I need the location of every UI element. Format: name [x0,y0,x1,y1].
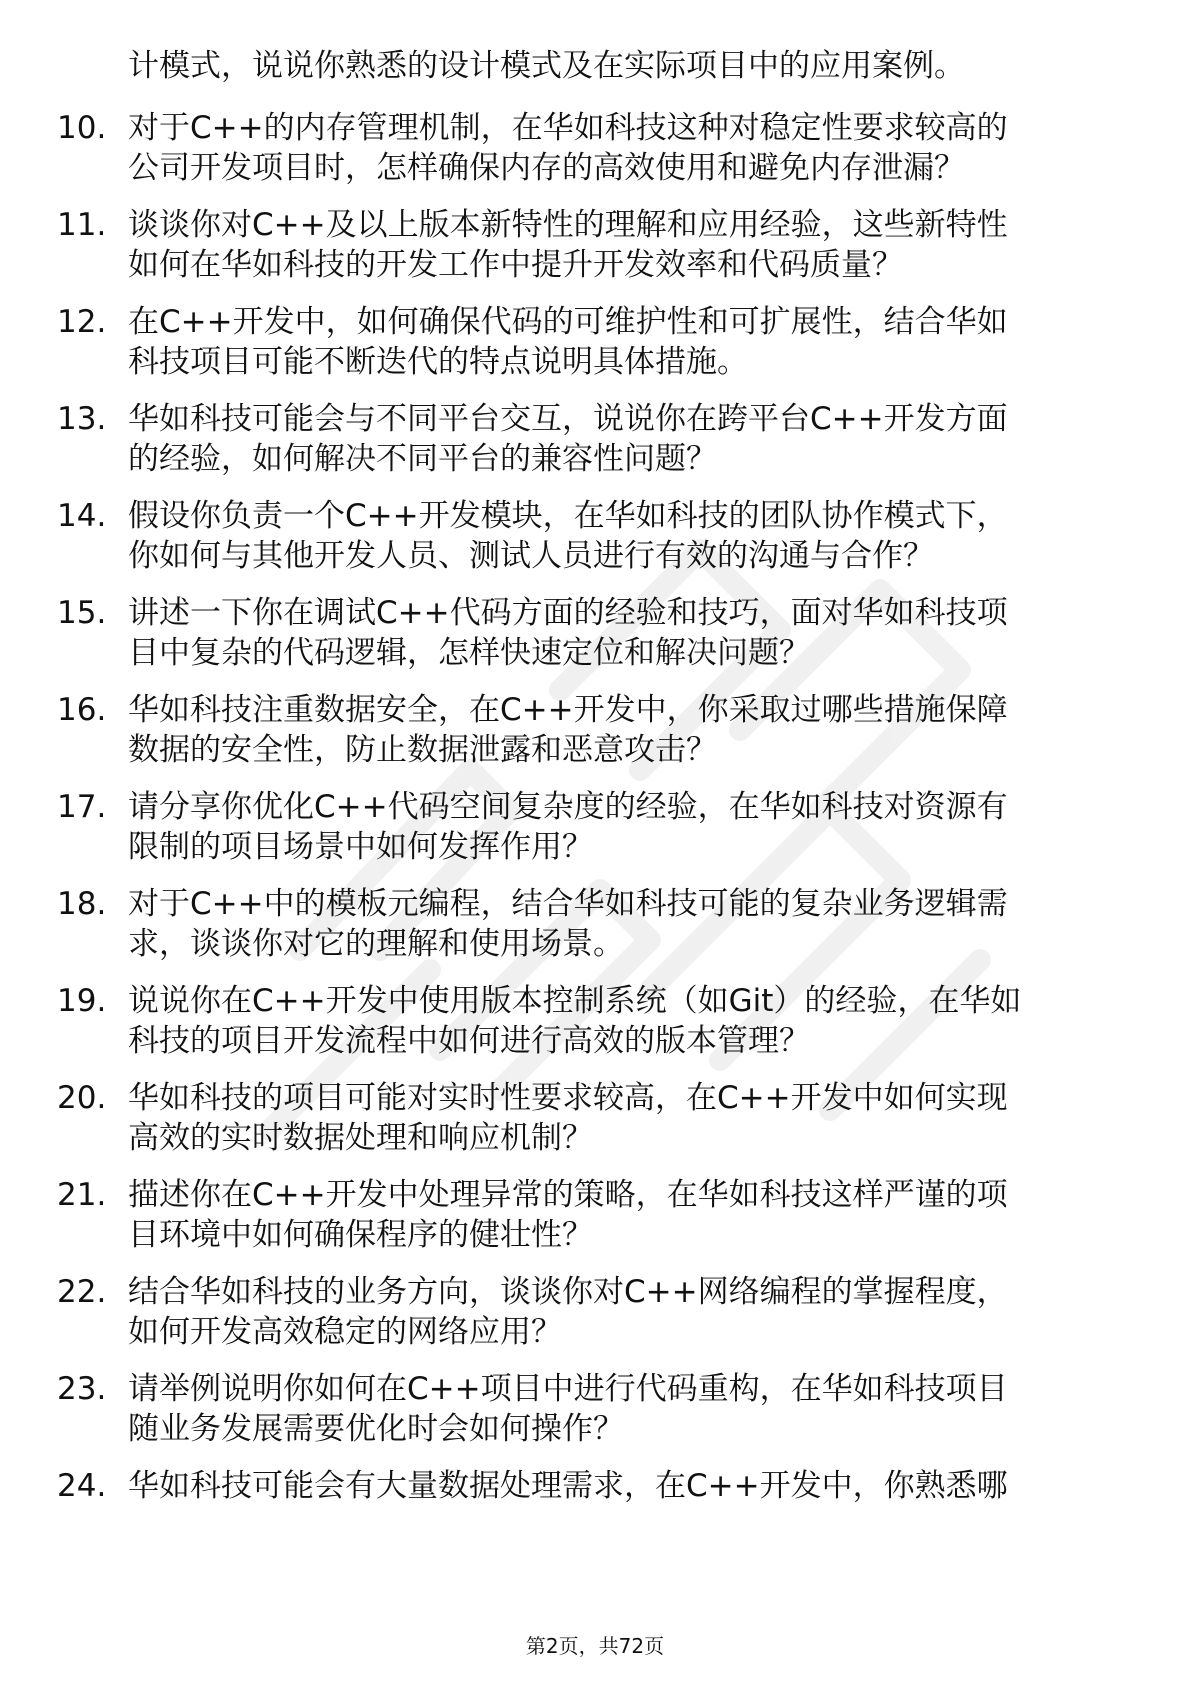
question-text-line: 的经验，如何解决不同平台的兼容性问题？ [128,441,717,477]
question-text-line: 随业务发展需要优化时会如何操作？ [128,1411,624,1447]
question-list [0,108,1190,1563]
question-number: 13. [57,401,107,437]
question-text [128,1175,1138,1255]
question-text [128,787,1138,867]
question-text-line: 求，谈谈你对它的理解和使用场景。 [128,926,624,962]
question-text-line: 说说你在C++开发中使用版本控制系统（如Git）的经验，在华如 [128,983,1022,1019]
question-text-line: 华如科技可能会有大量数据处理需求，在C++开发中，你熟悉哪 [128,1468,1008,1504]
question-item [0,399,1190,496]
question-text-line: 对于C++中的模板元编程，结合华如科技可能的复杂业务逻辑需 [128,886,1008,922]
question-item [0,1078,1190,1175]
question-text-line: 高效的实时数据处理和响应机制？ [128,1120,593,1156]
question-item [0,787,1190,884]
question-text-line: 科技项目可能不断迭代的特点说明具体措施。 [128,344,748,380]
question-item [0,1466,1190,1563]
question-text-line: 公司开发项目时，怎样确保内存的高效使用和避免内存泄漏？ [128,150,965,186]
question-item [0,981,1190,1078]
question-text-line: 对于C++的内存管理机制，在华如科技这种对稳定性要求较高的 [128,110,1008,146]
question-item [0,884,1190,981]
question-text-line: 限制的项目场景中如何发挥作用？ [128,829,593,865]
question-text-line: 在C++开发中，如何确保代码的可维护性和可扩展性，结合华如 [128,304,1008,340]
question-number: 17. [57,789,107,825]
question-number: 15. [57,595,107,631]
question-number: 20. [57,1080,107,1116]
question-number: 11. [57,207,107,243]
question-item [0,1369,1190,1466]
question-item [0,205,1190,302]
question-item [0,108,1190,205]
question-text [128,496,1138,576]
question-text [128,593,1138,673]
question-text-line: 华如科技注重数据安全，在C++开发中，你采取过哪些措施保障 [128,692,1008,728]
question-text [128,205,1138,285]
question-text [128,399,1138,479]
question-text [128,1078,1138,1158]
question-number: 14. [57,498,107,534]
question-text-line: 数据的安全性，防止数据泄露和恶意攻击？ [128,732,717,768]
question-number: 12. [57,304,107,340]
question-text [128,690,1138,770]
question-text-line: 华如科技可能会与不同平台交互，说说你在跨平台C++开发方面 [128,401,1008,437]
page-footer: 第2页，共72页 [525,1634,665,1658]
question-item [0,1175,1190,1272]
question-item [0,690,1190,787]
question-text-line: 请举例说明你如何在C++项目中进行代码重构，在华如科技项目 [128,1371,1008,1407]
question-item [0,496,1190,593]
question-item [0,593,1190,690]
intro-line: 计模式，说说你熟悉的设计模式及在实际项目中的应用案例。 [128,48,965,84]
question-text-line: 目环境中如何确保程序的健壮性？ [128,1217,593,1253]
question-number: 18. [57,886,107,922]
question-text-line: 假设你负责一个C++开发模块，在华如科技的团队协作模式下， [128,498,1008,534]
question-text [128,108,1138,188]
question-number: 10. [57,110,107,146]
question-number: 21. [57,1177,107,1213]
question-text [128,1272,1138,1352]
question-text [128,1369,1138,1449]
question-text-line: 谈谈你对C++及以上版本新特性的理解和应用经验，这些新特性 [128,207,1008,243]
question-number: 23. [57,1371,107,1407]
question-text-line: 结合华如科技的业务方向，谈谈你对C++网络编程的掌握程度， [128,1274,1008,1310]
question-number: 16. [57,692,107,728]
question-number: 22. [57,1274,107,1310]
question-text-line: 讲述一下你在调试C++代码方面的经验和技巧，面对华如科技项 [128,595,1008,631]
question-item [0,1272,1190,1369]
question-text-line: 目中复杂的代码逻辑，怎样快速定位和解决问题？ [128,635,810,671]
question-text-line: 华如科技的项目可能对实时性要求较高，在C++开发中如何实现 [128,1080,1008,1116]
question-text-line: 请分享你优化C++代码空间复杂度的经验，在华如科技对资源有 [128,789,1008,825]
question-number: 24. [57,1468,107,1504]
question-text-line: 描述你在C++开发中处理异常的策略，在华如科技这样严谨的项 [128,1177,1008,1213]
question-text [128,302,1138,382]
question-item [0,302,1190,399]
question-text [128,884,1138,964]
question-text-line: 科技的项目开发流程中如何进行高效的版本管理？ [128,1023,810,1059]
question-number: 19. [57,983,107,1019]
question-text-line: 如何开发高效稳定的网络应用？ [128,1314,562,1350]
question-text-line: 如何在华如科技的开发工作中提升开发效率和代码质量？ [128,247,903,283]
question-text [128,981,1138,1061]
question-text [128,1466,1138,1506]
question-text-line: 你如何与其他开发人员、测试人员进行有效的沟通与合作？ [128,538,934,574]
